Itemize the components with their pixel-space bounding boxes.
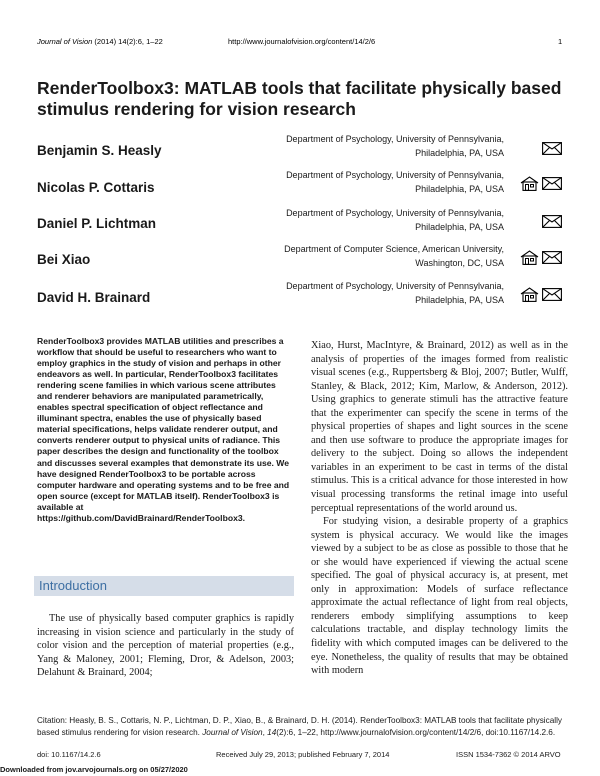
abstract: [37, 336, 292, 524]
author-contact-icons: [520, 176, 562, 191]
author-contact-icons: [520, 287, 562, 302]
author-affiliation: Department of Psychology, University of Pennsylvania, Philadelphia, PA, USA: [286, 134, 504, 158]
author-name: Benjamin S. Heasly: [37, 143, 162, 158]
section-title: Introduction: [39, 578, 107, 593]
header-url[interactable]: http://www.journalofvision.org/content/14/2/6: [228, 37, 376, 46]
author-contact-icons: [520, 250, 562, 265]
author-affiliation: Department of Computer Science, American University, Washington, DC, USA: [284, 244, 504, 268]
footer-dates: Received July 29, 2013; published February 7, 2014: [216, 750, 390, 759]
author-name: Daniel P. Lichtman: [37, 216, 157, 231]
envelope-icon[interactable]: [542, 215, 562, 228]
home-icon[interactable]: [520, 176, 539, 191]
author-affiliation: Department of Psychology, University of Pennsylvania, Philadelphia, PA, USA: [286, 208, 504, 232]
body-paragraph: Xiao, Hurst, MacIntyre, & Brainard, 2012) as well as in the analysis of properties of the images formed from realistic visual scenes (e.g., Ruppertsberg & Bloj, 2007; Butler, Wulff, Stanley, & Black, 2012; Kim, Marlow, & Anderson, 2012). Using graphics to generate stimuli has the attractive feature that the experimenter can specify the scene in terms of the physical properties of shapes and light sources in the scene and then use software to produce the appropriate images for delivery to the subject. Doing so allows the independent variables in an experiment to be cast in terms of the distal stimulus. This is a critical advance for those interested in how visual processing transforms the retinal image into useful perceptual representations of the world around us.: [311, 340, 568, 514]
page-number: 1: [558, 37, 563, 46]
author-name: Bei Xiao: [37, 252, 91, 267]
home-icon[interactable]: [520, 287, 539, 302]
download-stamp: Downloaded from jov.arvojournals.org on 05/27/2020: [0, 765, 188, 774]
citation-rest: (2):6, 1–22, http://www.journalofvision.org/content/14/2/6, doi:10.1167/14.2.6.: [276, 727, 556, 737]
footer-issn: ISSN 1534-7362 © 2014 ARVO: [456, 750, 561, 759]
author-contact-icons: [542, 215, 562, 228]
envelope-icon[interactable]: [542, 177, 562, 190]
left-column: [37, 612, 294, 680]
article-title: RenderToolbox3: MATLAB tools that facilitate physically based stimulus rendering for vision research: [37, 78, 562, 119]
footer-doi: doi: 10.1167/14.2.6: [37, 750, 101, 759]
home-icon[interactable]: [520, 250, 539, 265]
body-paragraph: The use of physically based computer graphics is rapidly increasing in vision science and particularly in the study of color vision and the perception of material properties (e.g., Yang & Maloney, 2001; Fleming, Dror, & Adelson, 2003; Delahunt & Brainard, 2004;: [37, 613, 294, 679]
citation-volume: 14: [267, 727, 277, 737]
body-paragraph: For studying vision, a desirable property of a graphics system is physical accuracy. We would like the images viewed by a subject to be as close as possible to those that he or she would have experienced if viewing the actual scene specified. The goal of physical accuracy is, at present, met only in approximation: Models of surface reflectance approximate the actual reflectance of light from real objects, renderers embody simplifying assumptions to keep calculations tractable, and display technology limits the fidelity with which computed images can be delivered to the eye. Nonetheless, the quality of results that may be obtained with modern: [311, 516, 568, 677]
envelope-icon[interactable]: [542, 288, 562, 301]
author-name: David H. Brainard: [37, 290, 151, 305]
journal-name: Journal of Vision: [37, 37, 93, 46]
citation-prefix: Citation: Heasly, B. S., Cottaris, N. P., Lichtman, D. P., Xiao, B., & Brainard, D. H. (2014). RenderToolbox3: MATLAB tools that facilitate physically based stimulus rendering for vision research.: [37, 716, 562, 737]
abstract-text: RenderToolbox3 provides MATLAB utilities and prescribes a workflow that should be useful to researchers who want to employ graphics in the study of vision and perhaps in other endeavors as well. In particular, RenderToolbox3 facilitates rendering scene families in which various scene attributes and renderer behaviors are manipulated parametrically, enables spectral specification of object reflectance and illuminant spectra, enables the use of physically based material specifications, helps validate renderer output, and converts renderer output to physical units of radiance. This paper describes the design and functionality of the toolbox and discusses several examples that demonstrate its use. We have designed RenderToolbox3 to be portable across computer hardware and operating systems and to be free and open source (except for MATLAB itself). RenderToolbox3 is available at https://github.com/DavidBrainard/RenderToolbox3.: [37, 336, 290, 523]
author-affiliation: Department of Psychology, University of Pennsylvania, Philadelphia, PA, USA: [286, 281, 504, 305]
citation-journal: Journal of Vision: [202, 727, 263, 737]
right-column: [311, 339, 568, 678]
envelope-icon[interactable]: [542, 142, 562, 155]
author-name: Nicolas P. Cottaris: [37, 180, 155, 195]
author-contact-icons: [542, 142, 562, 155]
citation-block: Citation: Heasly, B. S., Cottaris, N. P., Lichtman, D. P., Xiao, B., & Brainard, D. H. (2014). RenderToolbox3: MATLAB tools that facilitate physically based stimulus rendering for vision research. Journal of Vision, 14(2):6, 1–22, http://www.journalofvision.org/content/14/2/6, doi:10.1167/14.2.6.: [37, 716, 562, 737]
running-header: [37, 37, 163, 46]
author-affiliation: Department of Psychology, University of Pennsylvania, Philadelphia, PA, USA: [286, 170, 504, 194]
envelope-icon[interactable]: [542, 251, 562, 264]
journal-volume: (2014) 14(2):6, 1–22: [94, 37, 163, 46]
